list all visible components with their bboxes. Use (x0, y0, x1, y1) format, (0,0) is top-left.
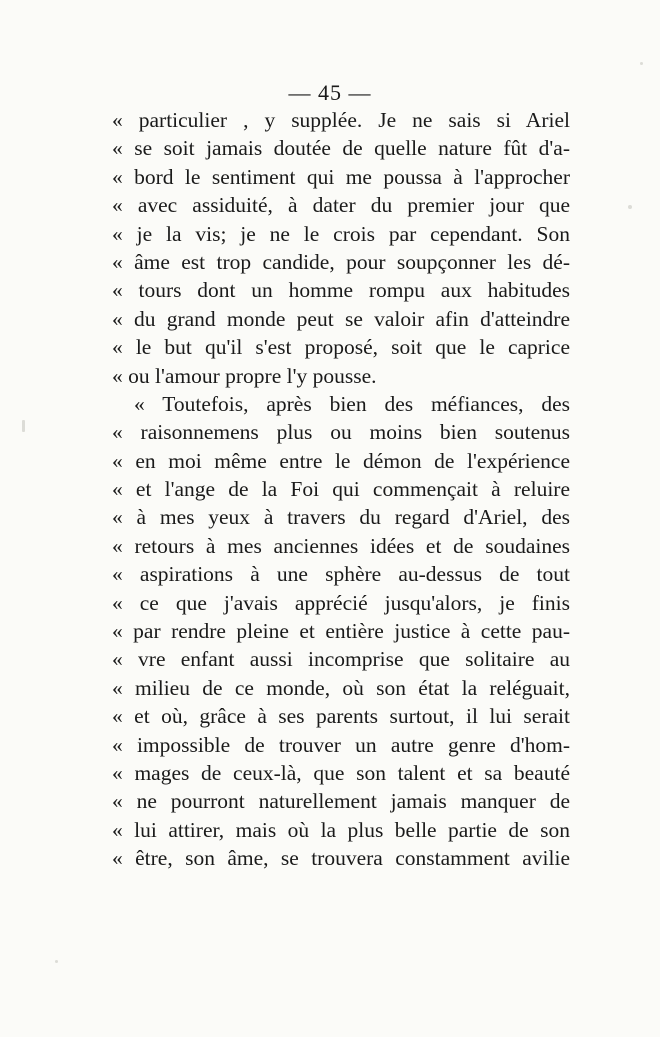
text-line: « raisonnemens plus ou moins bien soutenus (112, 420, 570, 445)
paper-speck (640, 62, 643, 65)
text-line-paragraph-end: « ou l'amour propre l'y pousse. (112, 363, 377, 388)
body-text (112, 106, 570, 873)
text-line: « aspirations à une sphère au-dessus de tout (112, 562, 570, 587)
text-line: « retours à mes anciennes idées et de soudaines (112, 533, 570, 558)
text-line: « ne pourront naturellement jamais manquer de (112, 789, 570, 814)
page-number: — 45 — (288, 80, 372, 105)
text-line: « milieu de ce monde, où son état la reléguait, (112, 675, 570, 700)
text-line: « à mes yeux à travers du regard d'Ariel, des (112, 505, 570, 530)
text-line: « je la vis; je ne le crois par cependant. Son (112, 221, 570, 246)
text-line: « vre enfant aussi incomprise que solitaire au (112, 647, 570, 672)
text-line: « bord le sentiment qui me poussa à l'approcher (112, 164, 570, 189)
text-line: « et l'ange de la Foi qui commençait à reluire (112, 477, 570, 502)
text-line: « en moi même entre le démon de l'expérience (112, 448, 570, 473)
text-line-paragraph-start: « Toutefois, après bien des méfiances, des (134, 391, 570, 416)
text-line: « mages de ceux-là, que son talent et sa beauté (112, 760, 570, 785)
text-line: « tours dont un homme rompu aux habitudes (112, 278, 570, 303)
text-line: « impossible de trouver un autre genre d'hom- (112, 732, 570, 757)
text-line: « par rendre pleine et entière justice à cette pau- (112, 619, 570, 644)
text-line: « le but qu'il s'est proposé, soit que le caprice (112, 335, 570, 360)
text-line: « ce que j'avais apprécié jusqu'alors, je finis (112, 590, 570, 615)
paper-speck (22, 420, 25, 432)
text-line: « particulier , y supplée. Je ne sais si Ariel (112, 108, 570, 132)
text-line: « du grand monde peut se valoir afin d'atteindre (112, 306, 570, 331)
paper-speck (55, 960, 58, 963)
text-line: « se soit jamais doutée de quelle nature fût d'a- (112, 136, 570, 161)
paper-speck (628, 205, 632, 209)
text-line: « lui attirer, mais où la plus belle partie de son (112, 817, 570, 842)
text-line: « avec assiduité, à dater du premier jour que (112, 193, 570, 218)
text-line: « être, son âme, se trouvera constamment avilie (112, 846, 570, 871)
text-line: « et où, grâce à ses parents surtout, il lui serait (112, 704, 570, 729)
text-line: « âme est trop candide, pour soupçonner les dé- (112, 249, 570, 274)
